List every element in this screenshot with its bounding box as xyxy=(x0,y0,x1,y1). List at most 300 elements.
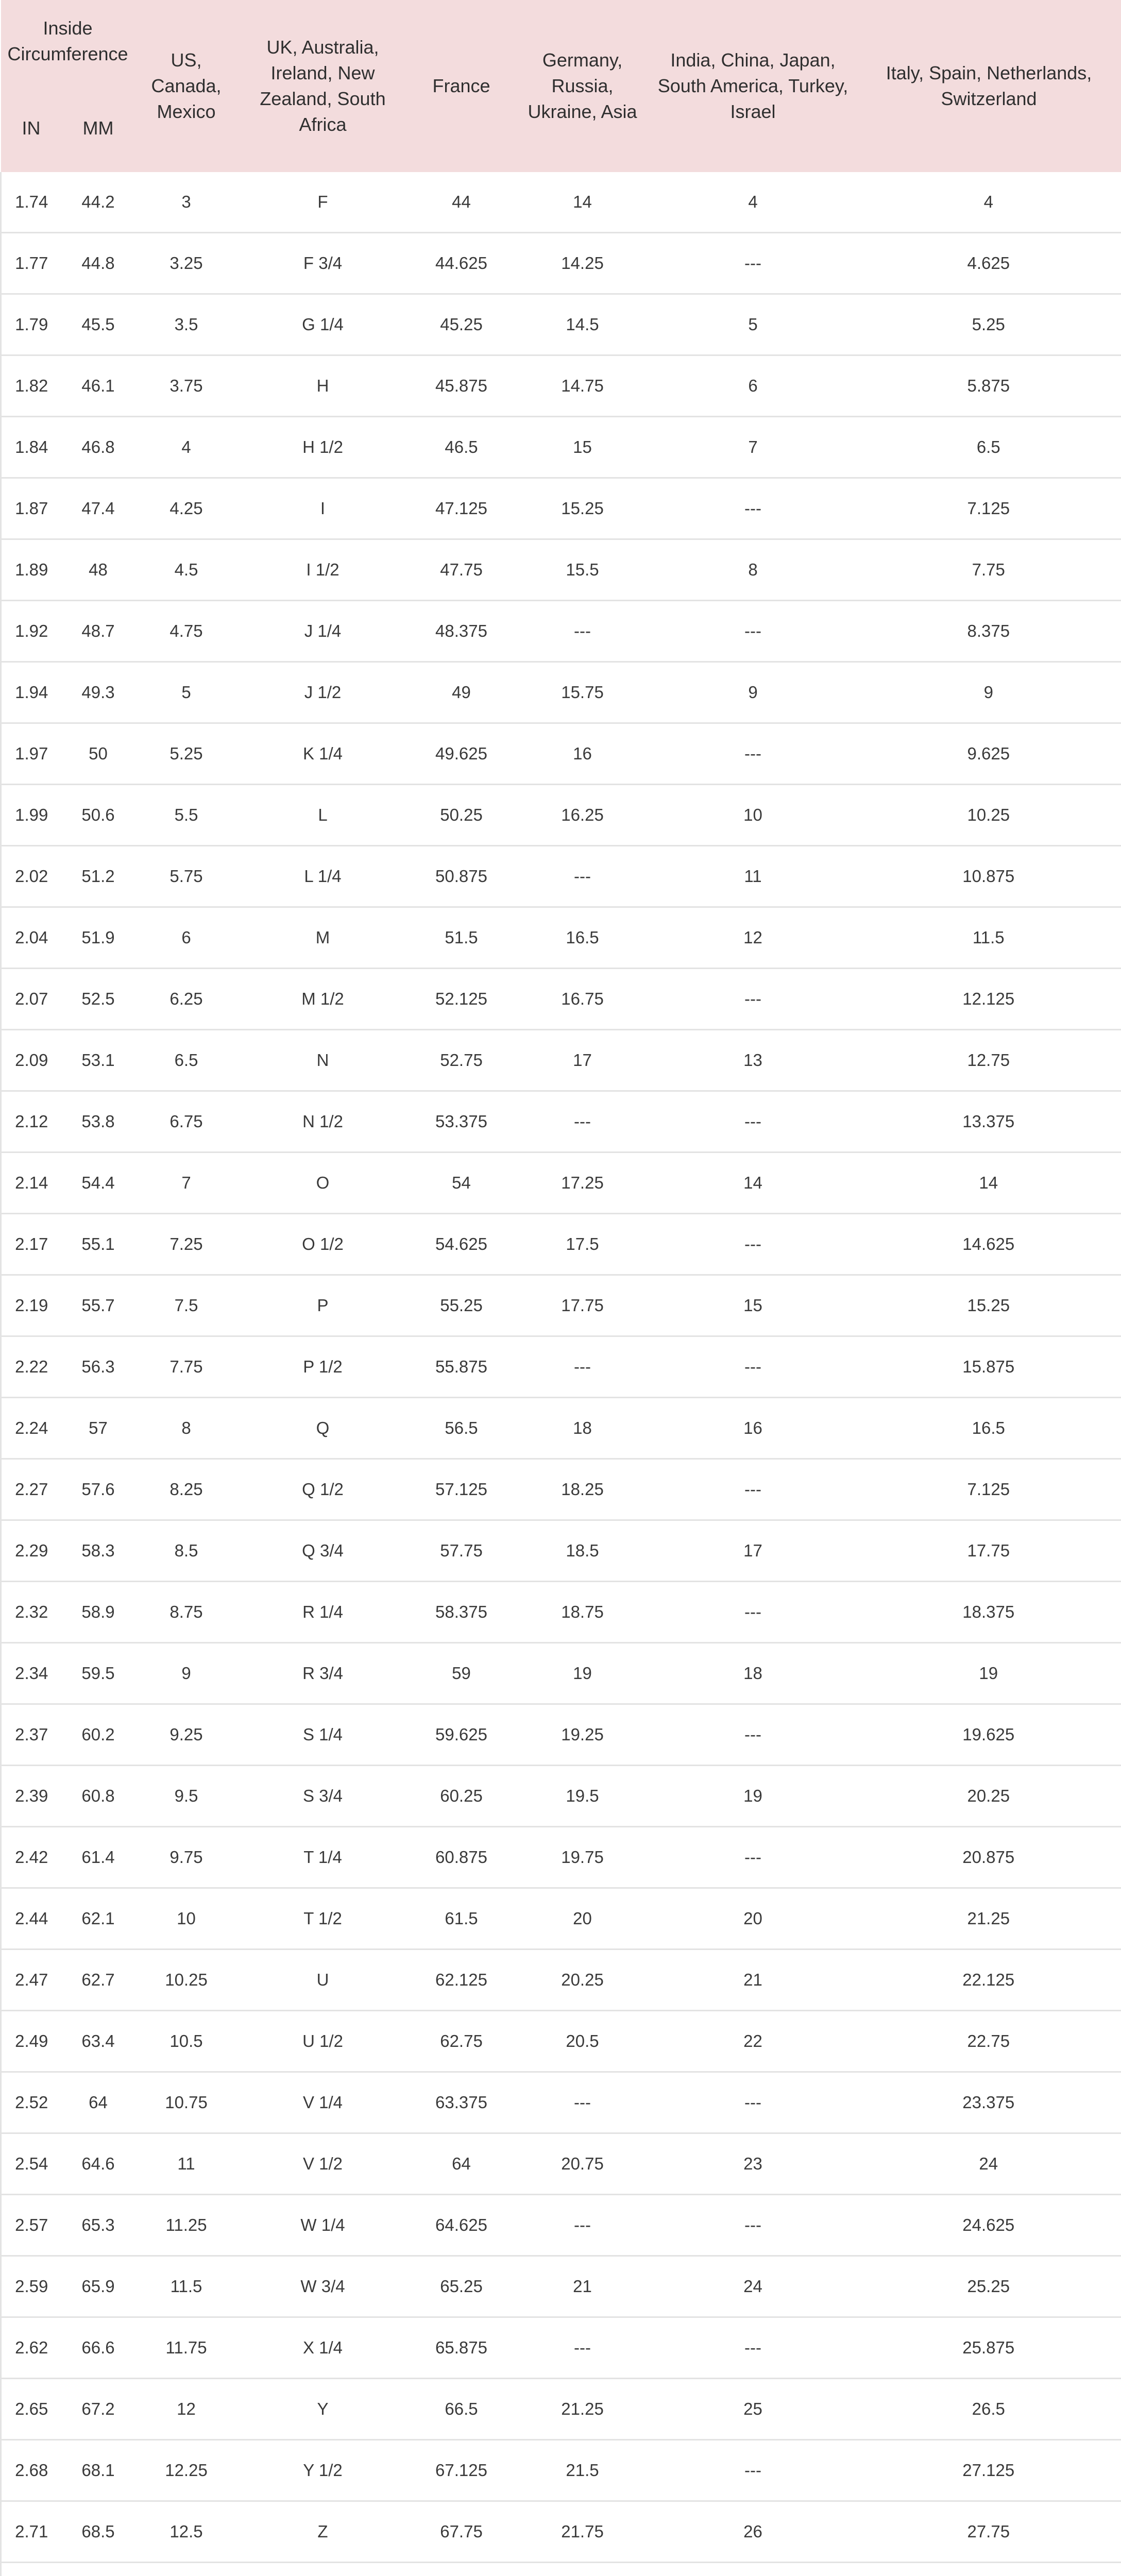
cell-in: 2.54 xyxy=(1,2133,62,2195)
table-row xyxy=(1,1888,1121,1950)
cell-in: 2.02 xyxy=(1,846,62,907)
cell-germany: --- xyxy=(515,1336,650,1398)
cell-uk: Q xyxy=(238,1398,408,1459)
cell-france: 66.5 xyxy=(408,2379,515,2440)
cell-in: 1.82 xyxy=(1,355,62,417)
cell-india: 4 xyxy=(650,172,856,233)
table-row xyxy=(1,1275,1121,1336)
table-row xyxy=(1,662,1121,723)
table-row xyxy=(1,2379,1121,2440)
cell-uk: K 1/4 xyxy=(238,723,408,785)
cell-uk: Z xyxy=(238,2501,408,2563)
cell-us: 3.25 xyxy=(135,233,238,294)
table-row xyxy=(1,355,1121,417)
cell-mm: 65.3 xyxy=(62,2195,135,2256)
cell-mm: 55.7 xyxy=(62,1275,135,1336)
cell-uk: L xyxy=(238,785,408,846)
cell-mm: 64 xyxy=(62,2072,135,2133)
cell-france: 54 xyxy=(408,1153,515,1214)
cell-in: 2.32 xyxy=(1,1582,62,1643)
table-row xyxy=(1,723,1121,785)
cell-us: 3.75 xyxy=(135,355,238,417)
cell-italy: 21.25 xyxy=(856,1888,1121,1950)
cell-us: 7 xyxy=(135,1153,238,1214)
cell-india: --- xyxy=(650,478,856,539)
cell-us: 8.25 xyxy=(135,1459,238,1520)
cell-france: 44.625 xyxy=(408,233,515,294)
cell-us: 5.25 xyxy=(135,723,238,785)
table-row xyxy=(1,1827,1121,1888)
cell-uk: V 1/4 xyxy=(238,2072,408,2133)
cell-germany: 15.25 xyxy=(515,478,650,539)
cell-mm: 53.8 xyxy=(62,1091,135,1153)
cell-germany: --- xyxy=(515,2072,650,2133)
table-row xyxy=(1,1030,1121,1091)
cell-india: --- xyxy=(650,969,856,1030)
cell-us: 5 xyxy=(135,662,238,723)
cell-mm: 48.7 xyxy=(62,601,135,662)
cell-in: 2.68 xyxy=(1,2440,62,2501)
cell-in: 1.89 xyxy=(1,539,62,601)
header-italy: Italy, Spain, Netherlands, Switzerland xyxy=(856,0,1121,172)
header-germany: Germany, Russia, Ukraine, Asia xyxy=(515,0,650,172)
cell-uk: U 1/2 xyxy=(238,2011,408,2072)
cell-france: 48.375 xyxy=(408,601,515,662)
cell-india: 17 xyxy=(650,1520,856,1582)
cell-italy: 12.75 xyxy=(856,1030,1121,1091)
cell-us: 6.25 xyxy=(135,969,238,1030)
cell-france: 44 xyxy=(408,172,515,233)
cell-uk: V 1/2 xyxy=(238,2133,408,2195)
cell-us: 10.5 xyxy=(135,2011,238,2072)
cell-india: 14 xyxy=(650,1153,856,1214)
cell-us: 8.5 xyxy=(135,1520,238,1582)
cell-india: 6 xyxy=(650,355,856,417)
cell-italy: 15.25 xyxy=(856,1275,1121,1336)
cell-france: 49 xyxy=(408,662,515,723)
cell-uk: W 1/4 xyxy=(238,2195,408,2256)
cell-mm xyxy=(62,2563,135,2576)
cell-uk: N 1/2 xyxy=(238,1091,408,1153)
cell-uk: H xyxy=(238,355,408,417)
table-row xyxy=(1,1459,1121,1520)
cell-france: 60.25 xyxy=(408,1766,515,1827)
cell-india: 5 xyxy=(650,294,856,355)
cell-in: 2.34 xyxy=(1,1643,62,1704)
cell-in: 2.47 xyxy=(1,1950,62,2011)
table-row xyxy=(1,2317,1121,2379)
cell-mm: 65.9 xyxy=(62,2256,135,2317)
cell-italy: 19.625 xyxy=(856,1704,1121,1766)
cell-in: 2.49 xyxy=(1,2011,62,2072)
cell-us: 11 xyxy=(135,2133,238,2195)
cell-france: 55.875 xyxy=(408,1336,515,1398)
cell-india: 15 xyxy=(650,1275,856,1336)
cell-india: --- xyxy=(650,723,856,785)
header-uk: UK, Australia, Ireland, New Zealand, South Africa xyxy=(238,0,408,172)
cell-us: 11.5 xyxy=(135,2256,238,2317)
cell-india: 9 xyxy=(650,662,856,723)
cell-italy: 24.625 xyxy=(856,2195,1121,2256)
cell-in: 1.77 xyxy=(1,233,62,294)
cell-italy: 6.5 xyxy=(856,417,1121,478)
cell-france: 57.75 xyxy=(408,1520,515,1582)
cell-us xyxy=(135,2563,238,2576)
cell-uk: M 1/2 xyxy=(238,969,408,1030)
cell-us: 7.75 xyxy=(135,1336,238,1398)
cell-us: 6.5 xyxy=(135,1030,238,1091)
cell-mm: 56.3 xyxy=(62,1336,135,1398)
cell-uk: S 1/4 xyxy=(238,1704,408,1766)
cell-in: 2.14 xyxy=(1,1153,62,1214)
cell-italy: 17.75 xyxy=(856,1520,1121,1582)
cell-mm: 61.4 xyxy=(62,1827,135,1888)
cell-france: 64.625 xyxy=(408,2195,515,2256)
cell-italy: 27.125 xyxy=(856,2440,1121,2501)
table-row xyxy=(1,1766,1121,1827)
cell-mm: 48 xyxy=(62,539,135,601)
table-row xyxy=(1,1582,1121,1643)
cell-france: 51.5 xyxy=(408,907,515,969)
cell-in: 2.22 xyxy=(1,1336,62,1398)
cell-india: 7 xyxy=(650,417,856,478)
cell-india: --- xyxy=(650,2317,856,2379)
cell-mm: 44.8 xyxy=(62,233,135,294)
cell-italy: 4.625 xyxy=(856,233,1121,294)
cell-in: 2.09 xyxy=(1,1030,62,1091)
cell-italy: 4 xyxy=(856,172,1121,233)
cell-germany: 18.5 xyxy=(515,1520,650,1582)
cell-germany: 14.25 xyxy=(515,233,650,294)
cell-mm: 46.8 xyxy=(62,417,135,478)
cell-france: 53.375 xyxy=(408,1091,515,1153)
cell-uk: Q 3/4 xyxy=(238,1520,408,1582)
cell-italy: 13.375 xyxy=(856,1091,1121,1153)
cell-germany: 18 xyxy=(515,1398,650,1459)
cell-germany: 19.5 xyxy=(515,1766,650,1827)
cell-us: 6 xyxy=(135,907,238,969)
cell-germany: 17.75 xyxy=(515,1275,650,1336)
cell-germany: 18.25 xyxy=(515,1459,650,1520)
table-row xyxy=(1,1950,1121,2011)
header-us: US, Canada, Mexico xyxy=(135,0,238,172)
cell-uk xyxy=(238,2563,408,2576)
cell-italy xyxy=(856,2563,1121,2576)
header-in: IN xyxy=(1,108,62,172)
cell-uk: T 1/2 xyxy=(238,1888,408,1950)
cell-india: --- xyxy=(650,1214,856,1275)
cell-us: 11.75 xyxy=(135,2317,238,2379)
cell-germany: 14 xyxy=(515,172,650,233)
cell-mm: 51.9 xyxy=(62,907,135,969)
cell-france: 50.875 xyxy=(408,846,515,907)
cell-mm: 52.5 xyxy=(62,969,135,1030)
header-france: France xyxy=(408,0,515,172)
cell-germany: 20 xyxy=(515,1888,650,1950)
cell-germany: 17.25 xyxy=(515,1153,650,1214)
cell-us: 3 xyxy=(135,172,238,233)
cell-italy: 20.875 xyxy=(856,1827,1121,1888)
cell-uk: N xyxy=(238,1030,408,1091)
cell-us: 10 xyxy=(135,1888,238,1950)
cell-uk: H 1/2 xyxy=(238,417,408,478)
table-body xyxy=(1,172,1121,2576)
cell-in: 2.07 xyxy=(1,969,62,1030)
cell-uk: I 1/2 xyxy=(238,539,408,601)
cell-us: 6.75 xyxy=(135,1091,238,1153)
cell-italy: 25.25 xyxy=(856,2256,1121,2317)
cell-mm: 58.9 xyxy=(62,1582,135,1643)
cell-france: 52.125 xyxy=(408,969,515,1030)
cell-france: 45.25 xyxy=(408,294,515,355)
table-row xyxy=(1,233,1121,294)
cell-france: 45.875 xyxy=(408,355,515,417)
cell-italy: 23.375 xyxy=(856,2072,1121,2133)
cell-uk: R 1/4 xyxy=(238,1582,408,1643)
table-row xyxy=(1,969,1121,1030)
cell-germany: --- xyxy=(515,1091,650,1153)
table-row xyxy=(1,907,1121,969)
cell-france: 59.625 xyxy=(408,1704,515,1766)
cell-germany: --- xyxy=(515,2195,650,2256)
table-row xyxy=(1,2195,1121,2256)
cell-us: 12.25 xyxy=(135,2440,238,2501)
table-row xyxy=(1,2501,1121,2563)
cell-uk: G 1/4 xyxy=(238,294,408,355)
cell-in: 1.94 xyxy=(1,662,62,723)
cell-uk: S 3/4 xyxy=(238,1766,408,1827)
table-row xyxy=(1,1153,1121,1214)
cell-france: 46.5 xyxy=(408,417,515,478)
cell-germany: 15.5 xyxy=(515,539,650,601)
cell-italy: 10.25 xyxy=(856,785,1121,846)
cell-france: 58.375 xyxy=(408,1582,515,1643)
table-row xyxy=(1,601,1121,662)
cell-italy: 11.5 xyxy=(856,907,1121,969)
cell-germany xyxy=(515,2563,650,2576)
cell-france: 64 xyxy=(408,2133,515,2195)
cell-germany: 21.25 xyxy=(515,2379,650,2440)
cell-uk: Q 1/2 xyxy=(238,1459,408,1520)
cell-italy: 7.75 xyxy=(856,539,1121,601)
cell-india: 11 xyxy=(650,846,856,907)
cell-in: 2.59 xyxy=(1,2256,62,2317)
table-row xyxy=(1,1336,1121,1398)
cell-mm: 68.5 xyxy=(62,2501,135,2563)
cell-us: 8 xyxy=(135,1398,238,1459)
cell-mm: 50.6 xyxy=(62,785,135,846)
cell-uk: O 1/2 xyxy=(238,1214,408,1275)
cell-in: 2.52 xyxy=(1,2072,62,2133)
cell-germany: 17 xyxy=(515,1030,650,1091)
cell-italy: 8.375 xyxy=(856,601,1121,662)
cell-india: --- xyxy=(650,1704,856,1766)
cell-us: 4.75 xyxy=(135,601,238,662)
cell-mm: 53.1 xyxy=(62,1030,135,1091)
table-row xyxy=(1,1520,1121,1582)
cell-mm: 49.3 xyxy=(62,662,135,723)
cell-france: 50.25 xyxy=(408,785,515,846)
cell-in: 2.71 xyxy=(1,2501,62,2563)
cell-us: 9 xyxy=(135,1643,238,1704)
cell-germany: 21.75 xyxy=(515,2501,650,2563)
cell-india: 19 xyxy=(650,1766,856,1827)
cell-in: 1.74 xyxy=(1,172,62,233)
cell-mm: 62.1 xyxy=(62,1888,135,1950)
cell-uk: U xyxy=(238,1950,408,2011)
cell-uk: F 3/4 xyxy=(238,233,408,294)
cell-in: 1.99 xyxy=(1,785,62,846)
cell-india: --- xyxy=(650,2440,856,2501)
cell-india xyxy=(650,2563,856,2576)
table-row xyxy=(1,1643,1121,1704)
cell-in: 1.87 xyxy=(1,478,62,539)
cell-germany: 21 xyxy=(515,2256,650,2317)
cell-mm: 68.1 xyxy=(62,2440,135,2501)
cell-india: 13 xyxy=(650,1030,856,1091)
cell-in: 2.65 xyxy=(1,2379,62,2440)
cell-in: 2.24 xyxy=(1,1398,62,1459)
cell-uk: I xyxy=(238,478,408,539)
table-row xyxy=(1,417,1121,478)
cell-us: 10.25 xyxy=(135,1950,238,2011)
cell-india: 8 xyxy=(650,539,856,601)
table-row xyxy=(1,1091,1121,1153)
cell-in: 2.12 xyxy=(1,1091,62,1153)
cell-uk: J 1/2 xyxy=(238,662,408,723)
cell-mm: 60.8 xyxy=(62,1766,135,1827)
cell-mm: 62.7 xyxy=(62,1950,135,2011)
cell-uk: Y 1/2 xyxy=(238,2440,408,2501)
cell-italy: 24 xyxy=(856,2133,1121,2195)
cell-mm: 67.2 xyxy=(62,2379,135,2440)
table-row xyxy=(1,846,1121,907)
cell-germany: 14.75 xyxy=(515,355,650,417)
cell-us: 9.5 xyxy=(135,1766,238,1827)
cell-mm: 63.4 xyxy=(62,2011,135,2072)
table-row xyxy=(1,172,1121,233)
cell-india: --- xyxy=(650,2072,856,2133)
cell-in: 2.04 xyxy=(1,907,62,969)
cell-italy: 25.875 xyxy=(856,2317,1121,2379)
cell-france: 49.625 xyxy=(408,723,515,785)
cell-france: 61.5 xyxy=(408,1888,515,1950)
cell-india: 26 xyxy=(650,2501,856,2563)
cell-germany: 16.5 xyxy=(515,907,650,969)
cell-mm: 45.5 xyxy=(62,294,135,355)
cell-italy: 14 xyxy=(856,1153,1121,1214)
cell-germany: 16.25 xyxy=(515,785,650,846)
cell-france: 67.75 xyxy=(408,2501,515,2563)
cell-india: 23 xyxy=(650,2133,856,2195)
cell-mm: 50 xyxy=(62,723,135,785)
cell-italy: 27.75 xyxy=(856,2501,1121,2563)
cell-us: 4.5 xyxy=(135,539,238,601)
header-india: India, China, Japan, South America, Turkey, Israel xyxy=(650,0,856,172)
cell-india: --- xyxy=(650,1091,856,1153)
table-row xyxy=(1,1704,1121,1766)
cell-india: --- xyxy=(650,1582,856,1643)
cell-france: 65.25 xyxy=(408,2256,515,2317)
cell-france: 47.75 xyxy=(408,539,515,601)
cell-in: 2.39 xyxy=(1,1766,62,1827)
cell-india: 12 xyxy=(650,907,856,969)
table-row xyxy=(1,1214,1121,1275)
cell-italy: 26.5 xyxy=(856,2379,1121,2440)
cell-france: 63.375 xyxy=(408,2072,515,2133)
cell-italy: 5.25 xyxy=(856,294,1121,355)
cell-us: 9.75 xyxy=(135,1827,238,1888)
cell-in: 2.27 xyxy=(1,1459,62,1520)
cell-italy: 7.125 xyxy=(856,478,1121,539)
cell-india: 21 xyxy=(650,1950,856,2011)
cell-india: 18 xyxy=(650,1643,856,1704)
table-header xyxy=(1,0,1121,172)
cell-italy: 9.625 xyxy=(856,723,1121,785)
cell-india: 22 xyxy=(650,2011,856,2072)
table-row xyxy=(1,1398,1121,1459)
cell-germany: 16.75 xyxy=(515,969,650,1030)
cell-germany: 15.75 xyxy=(515,662,650,723)
cell-mm: 47.4 xyxy=(62,478,135,539)
cell-mm: 44.2 xyxy=(62,172,135,233)
cell-mm: 54.4 xyxy=(62,1153,135,1214)
cell-germany: 17.5 xyxy=(515,1214,650,1275)
cell-uk: F xyxy=(238,172,408,233)
cell-in: 2.44 xyxy=(1,1888,62,1950)
cell-italy: 22.75 xyxy=(856,2011,1121,2072)
cell-us: 12 xyxy=(135,2379,238,2440)
table-row xyxy=(1,539,1121,601)
cell-italy: 19 xyxy=(856,1643,1121,1704)
cell-italy: 16.5 xyxy=(856,1398,1121,1459)
cell-us: 4 xyxy=(135,417,238,478)
cell-germany: 16 xyxy=(515,723,650,785)
table-row xyxy=(1,478,1121,539)
cell-germany: --- xyxy=(515,2317,650,2379)
cell-in: 2.62 xyxy=(1,2317,62,2379)
cell-us: 7.5 xyxy=(135,1275,238,1336)
header-inside-circumference: Inside Circumference xyxy=(1,0,135,108)
cell-india: --- xyxy=(650,1459,856,1520)
cell-italy: 7.125 xyxy=(856,1459,1121,1520)
cell-in: 2.42 xyxy=(1,1827,62,1888)
cell-us: 8.75 xyxy=(135,1582,238,1643)
cell-us: 4.25 xyxy=(135,478,238,539)
cell-mm: 51.2 xyxy=(62,846,135,907)
cell-uk: T 1/4 xyxy=(238,1827,408,1888)
cell-mm: 57 xyxy=(62,1398,135,1459)
table-row xyxy=(1,2256,1121,2317)
cell-uk: R 3/4 xyxy=(238,1643,408,1704)
cell-germany: 18.75 xyxy=(515,1582,650,1643)
cell-india: 10 xyxy=(650,785,856,846)
cell-mm: 60.2 xyxy=(62,1704,135,1766)
cell-uk: M xyxy=(238,907,408,969)
cell-in: 1.92 xyxy=(1,601,62,662)
cell-india: 16 xyxy=(650,1398,856,1459)
cell-india: --- xyxy=(650,233,856,294)
table-row xyxy=(1,294,1121,355)
cell-germany: 19.75 xyxy=(515,1827,650,1888)
cell-italy: 12.125 xyxy=(856,969,1121,1030)
cell-us: 11.25 xyxy=(135,2195,238,2256)
cell-us: 12.5 xyxy=(135,2501,238,2563)
cell-italy: 20.25 xyxy=(856,1766,1121,1827)
cell-uk: O xyxy=(238,1153,408,1214)
table-row xyxy=(1,2563,1121,2576)
cell-in: 2.29 xyxy=(1,1520,62,1582)
